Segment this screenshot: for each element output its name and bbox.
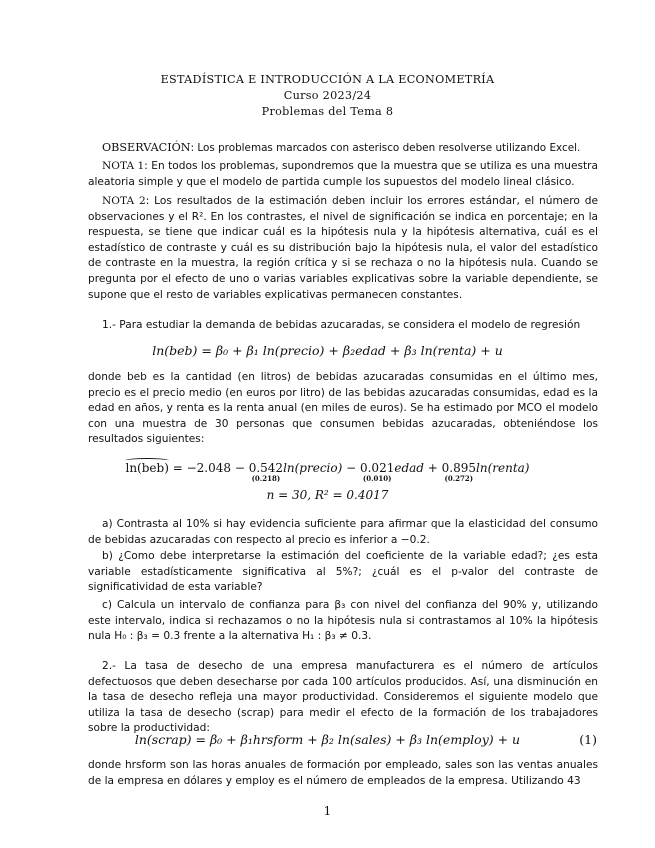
observacion-label: OBSERVACIÓN: [102, 141, 191, 154]
problem2-model-equation: ln(scrap) = β₀ + β₁hrsform + β₂ ln(sales) + β₃ ln(employ) + u: [134, 732, 521, 747]
course-label: Curso 2023/24: [283, 89, 372, 102]
equation-number: (1): [579, 732, 597, 747]
nota2-paragraph: [88, 194, 598, 303]
document-title: ESTADÍSTICA E INTRODUCCIÓN A LA ECONOMETRÍA: [160, 73, 495, 86]
var-edad: edad: [394, 461, 424, 475]
coef-edad: 0.021 (0.010): [359, 461, 395, 483]
observacion-paragraph: [88, 140, 598, 157]
problem2-intro: 2.- La tasa de desecho de una empresa manufacturera es el número de artículos defectuosos que deben desecharse por cada 100 artículos producidos. Así, una disminución en la tasa de desecho refleja una mayor productividad. Consideremos el siguiente modelo que utiliza la tasa de desecho (scrap) para medir el efecto de la formación de los trabajadores sobre la productividad:: [88, 660, 598, 735]
estimation-constant: = −2.048: [172, 461, 231, 475]
problem-set-subtitle: Problemas del Tema 8: [261, 105, 394, 118]
problem1-model-equation: ln(beb) = β₀ + β₁ ln(precio) + β₂edad + β₃ ln(renta) + u: [152, 343, 503, 358]
se-precio: (0.218): [251, 474, 281, 483]
var-precio: ln(precio): [283, 461, 343, 475]
se-renta: (0.272): [444, 474, 474, 483]
estimation-stats: n = 30, R² = 0.4017: [266, 488, 389, 502]
se-edad: (0.010): [362, 474, 392, 483]
estimation-lhs: ln(beb): [125, 461, 169, 475]
coef-precio: 0.542 (0.218): [248, 461, 284, 483]
var-renta: ln(renta): [476, 461, 530, 475]
nota1-label: NOTA 1: [102, 160, 145, 172]
problem2-description: donde hrsform son las horas anuales de formación por empleado, sales son las ventas anuales de la empresa en dólares y employ es el número de empleados de la empresa. Utilizando 43: [88, 759, 598, 787]
problem1-part-b: b) ¿Como debe interpretarse la estimación del coeficiente de la variable edad?; ¿es esta variable estadísticamente significativa al 5%?; ¿cuál es el p-valor del contraste de significatividad de esta variable?: [88, 550, 598, 594]
page-number: 1: [323, 804, 332, 818]
coef-renta: 0.895 (0.272): [441, 461, 477, 483]
nota1-paragraph: [88, 159, 598, 190]
problem1-intro: 1.- Para estudiar la demanda de bebidas azucaradas, se considera el modelo de regresión: [102, 319, 581, 331]
problem1-part-c: c) Calcula un intervalo de confianza para β₃ con nivel del confianza del 90% y, utilizando este intervalo, indica si rechazamos o no la hipótesis nula si contrastamos al 10% la hipótesis nula H₀ : β₃ = 0.3 frente a la alternativa H₁ : β₃ ≠ 0.3.: [88, 599, 598, 643]
problem1-part-a: a) Contrasta al 10% si hay evidencia suficiente para afirmar que la elasticidad del consumo de bebidas azucaradas con respecto al precio es inferior a −0.2.: [88, 518, 598, 546]
nota1-text: : En todos los problemas, supondremos que la muestra que se utiliza es una muestra aleatoria simple y que el modelo de partida cumple los supuestos del modelo lineal clásico.: [88, 160, 598, 188]
estimation-equation: ln(beb) = −2.048 − 0.542 (0.218) ln(precio) − 0.021 (0.010) edad + 0.895 (0.272) ln(renta): [125, 461, 530, 483]
observacion-text: : Los problemas marcados con asterisco deben resolverse utilizando Excel.: [190, 142, 581, 154]
nota2-text: : Los resultados de la estimación deben incluir los errores estándar, el número de observaciones y el R². En los contrastes, el nivel de significación se indica en porcentaje; en la respuesta, se tiene que indicar cuál es la hipótesis nula y la hipótesis alternativa, cuál es el estadístico de contraste y cuál es su distribución bajo la hipótesis nula, el valor del estadístico de contraste en la muestra, la región crítica y si se rechaza o no la hipótesis nula. Cuando se pregunta por el efecto de uno o varias variables explicativas sobre la variable dependiente, se supone que el resto de variables explicativas permanecen constantes.: [88, 195, 598, 301]
nota2-label: NOTA 2: [102, 195, 146, 207]
problem1-description: donde beb es la cantidad (en litros) de bebidas azucaradas consumidas en el último mes, precio es el precio medio (en euros por litro) de las bebidas azucaradas consumidas, edad es la edad en años, y renta es la renta anual (en miles de euros). Se ha estimado por MCO el modelo con una muestra de 30 personas que consumen bebidas azucaradas, obteniéndose los resultados siguientes:: [88, 371, 598, 446]
